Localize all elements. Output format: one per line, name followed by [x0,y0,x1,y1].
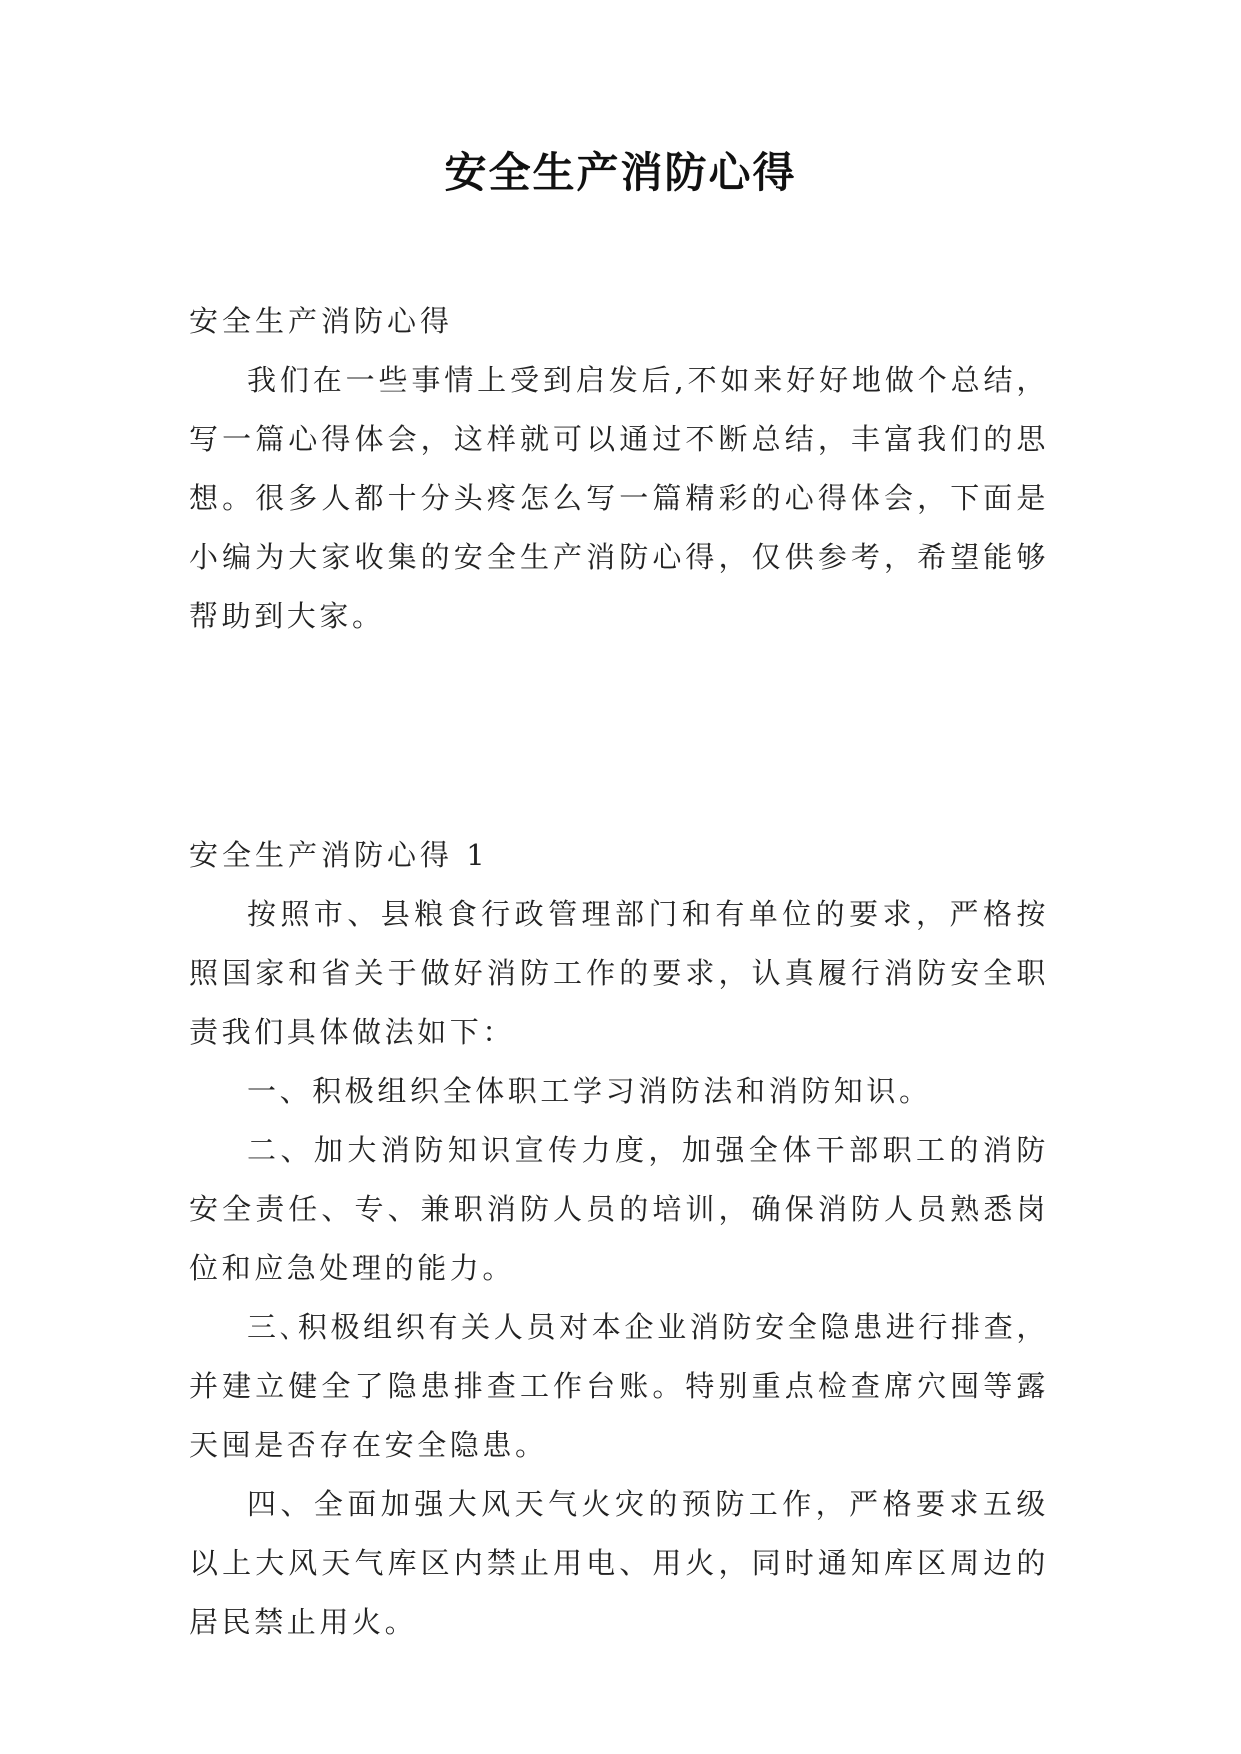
section-1-item-4: 四、全面加强大风天气火灾的预防工作，严格要求五级以上大风天气库区内禁止用电、用火，同时通知库区周边的居民禁止用火。 [189,1487,1049,1639]
section-1 [189,826,1049,1652]
section-1-item-1: 一、积极组织全体职工学习消防法和消防知识。 [247,1074,932,1108]
section-1-paragraph-1: 按照市、县粮食行政管理部门和有单位的要求，严格按照国家和省关于做好消防工作的要求，认真履行消防安全职责我们具体做法如下： [189,897,1049,1049]
section-spacer [189,646,1049,826]
intro-heading: 安全生产消防心得 [189,304,454,338]
intro-paragraph: 我们在一些事情上受到启发后,不如来好好地做个总结，写一篇心得体会，这样就可以通过不断总结，丰富我们的思想。很多人都十分头疼怎么写一篇精彩的心得体会，下面是小编为大家收集的安全生产消防心得，仅供参考，希望能够帮助到大家。 [189,363,1049,633]
document-body [189,292,1049,1652]
intro-section [189,292,1049,646]
section-1-heading: 安全生产消防心得 1 [189,838,489,872]
section-1-item-3: 三､积极组织有关人员对本企业消防安全隐患进行排查，并建立健全了隐患排查工作台账。特别重点检查席穴囤等露天囤是否存在安全隐患。 [189,1310,1049,1462]
document-title: 安全生产消防心得 [444,148,797,197]
section-1-item-2: 二、加大消防知识宣传力度，加强全体干部职工的消防安全责任、专、兼职消防人员的培训，确保消防人员熟悉岗位和应急处理的能力。 [189,1133,1049,1285]
